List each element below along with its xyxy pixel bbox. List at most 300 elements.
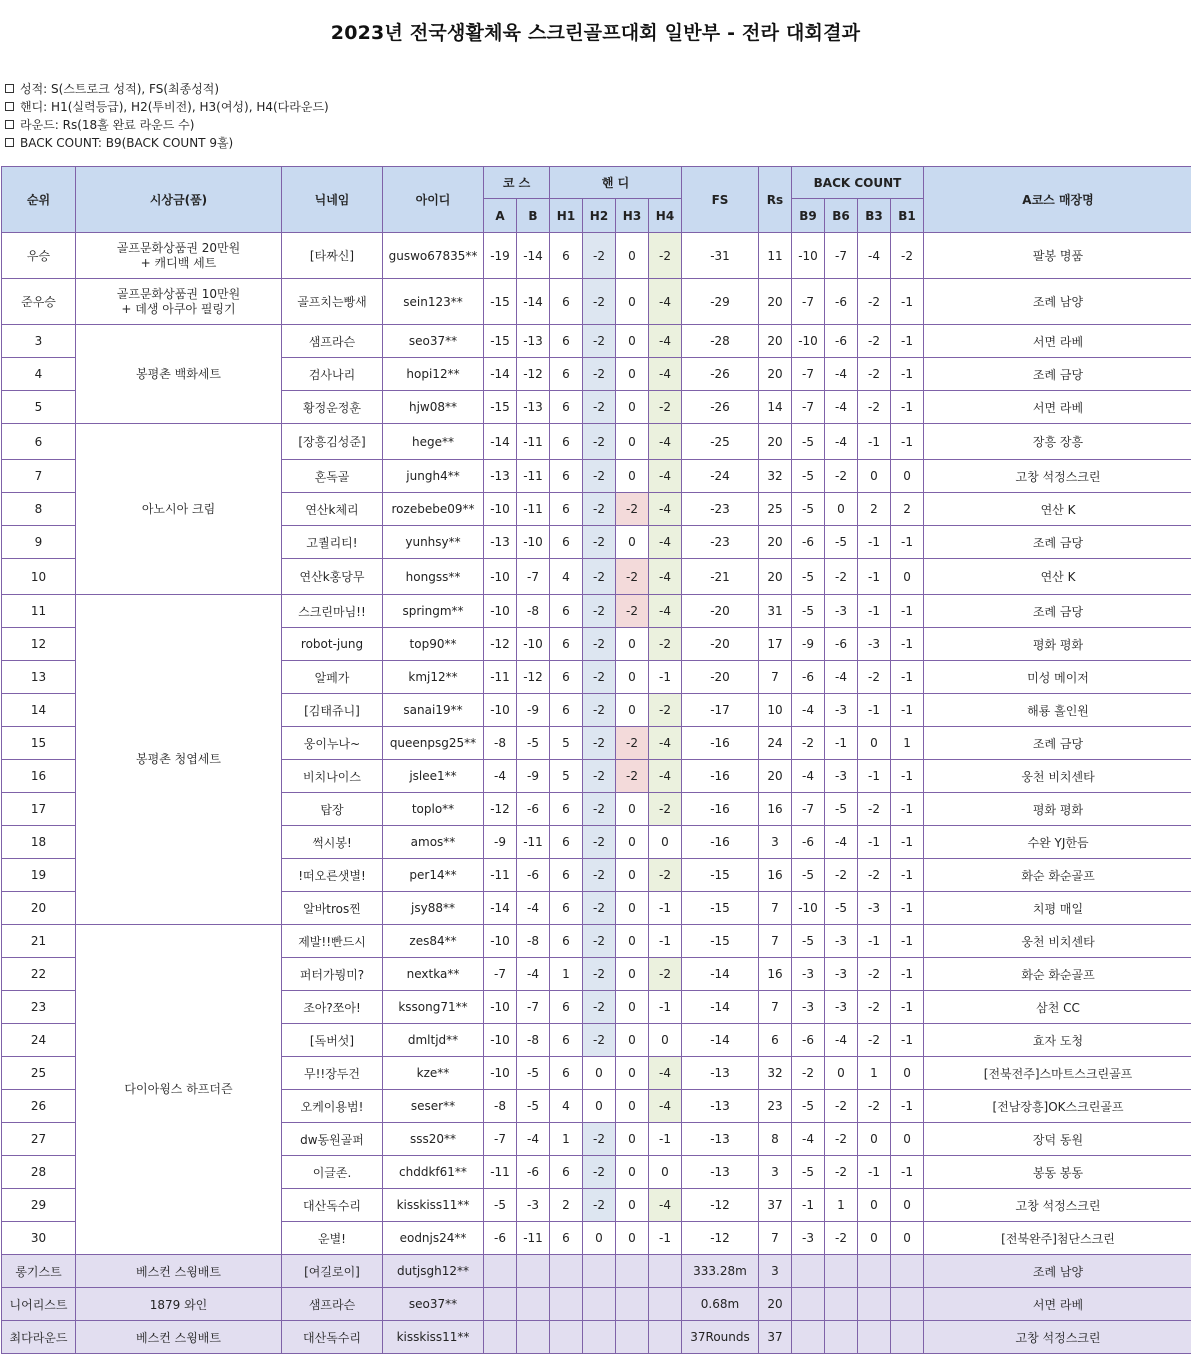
nickname-cell: 제발!!빤드시 xyxy=(282,925,383,958)
h4-cell: -4 xyxy=(649,1090,682,1123)
b3-cell: -3 xyxy=(858,628,891,661)
rank-cell: 17 xyxy=(2,793,76,826)
note-score: 성적: S(스트로크 성적), FS(최종성적) xyxy=(5,80,329,98)
h3-cell: 0 xyxy=(616,628,649,661)
id-cell: springm** xyxy=(383,595,484,628)
b9-cell: -5 xyxy=(792,1156,825,1189)
h2-cell: -2 xyxy=(583,1156,616,1189)
fs-cell: -23 xyxy=(682,493,759,526)
h3-cell: 0 xyxy=(616,325,649,358)
rank-cell: 16 xyxy=(2,760,76,793)
h1-cell: 6 xyxy=(550,859,583,892)
empty-cell xyxy=(649,1288,682,1321)
course-a-cell: -13 xyxy=(484,460,517,493)
prize-cell: 봉평촌 청엽세트 xyxy=(76,595,282,925)
h4-cell: -4 xyxy=(649,526,682,559)
nickname-cell: 이글존. xyxy=(282,1156,383,1189)
nickname-cell: 연산k체리 xyxy=(282,493,383,526)
header-rs: Rs xyxy=(759,167,792,233)
store-cell: 효자 도청 xyxy=(924,1024,1191,1057)
rank-cell: 9 xyxy=(2,526,76,559)
b6-cell: -5 xyxy=(825,526,858,559)
id-cell: seo37** xyxy=(383,1288,484,1321)
store-cell: 미성 메이저 xyxy=(924,661,1191,694)
b3-cell: -1 xyxy=(858,1156,891,1189)
course-b-cell: -7 xyxy=(517,991,550,1024)
rs-cell: 17 xyxy=(759,628,792,661)
b3-cell: -1 xyxy=(858,526,891,559)
course-b-cell: -11 xyxy=(517,424,550,460)
store-cell: 팔봉 명품 xyxy=(924,233,1191,279)
course-b-cell: -11 xyxy=(517,460,550,493)
store-cell: [전북완주]첨단스크린 xyxy=(924,1222,1191,1255)
b3-cell: -2 xyxy=(858,859,891,892)
store-cell: 수완 YJ한듬 xyxy=(924,826,1191,859)
b3-cell: -1 xyxy=(858,694,891,727)
course-a-cell: -11 xyxy=(484,661,517,694)
fs-cell: -21 xyxy=(682,559,759,595)
table-row xyxy=(2,925,1191,958)
h4-cell: -4 xyxy=(649,559,682,595)
rs-cell: 37 xyxy=(759,1189,792,1222)
store-cell: 조례 남양 xyxy=(924,1255,1191,1288)
store-cell: [전남장흥]OK스크린골프 xyxy=(924,1090,1191,1123)
course-a-cell: -6 xyxy=(484,1222,517,1255)
b1-cell: -1 xyxy=(891,391,924,424)
empty-cell xyxy=(858,1321,891,1354)
h3-cell: -2 xyxy=(616,727,649,760)
rank-cell: 29 xyxy=(2,1189,76,1222)
rank-cell: 20 xyxy=(2,892,76,925)
nickname-cell: 무!!장두건 xyxy=(282,1057,383,1090)
b6-cell: -6 xyxy=(825,628,858,661)
b6-cell: -5 xyxy=(825,793,858,826)
id-cell: per14** xyxy=(383,859,484,892)
h4-cell: -1 xyxy=(649,1222,682,1255)
rank-cell: 22 xyxy=(2,958,76,991)
b9-cell: -5 xyxy=(792,493,825,526)
id-cell: sanai19** xyxy=(383,694,484,727)
store-cell: 웅천 비치센타 xyxy=(924,925,1191,958)
h2-cell: -2 xyxy=(583,925,616,958)
b6-cell: -2 xyxy=(825,1123,858,1156)
b6-cell: -4 xyxy=(825,1024,858,1057)
checkbox-square-icon xyxy=(5,120,14,129)
fs-cell: -20 xyxy=(682,628,759,661)
table-body xyxy=(2,233,1191,1354)
h3-cell: 0 xyxy=(616,991,649,1024)
h1-cell: 6 xyxy=(550,1222,583,1255)
b1-cell: 0 xyxy=(891,1123,924,1156)
h2-cell: -2 xyxy=(583,559,616,595)
empty-cell xyxy=(517,1255,550,1288)
h4-cell: -4 xyxy=(649,358,682,391)
nickname-cell: 샘프라슨 xyxy=(282,1288,383,1321)
id-cell: eodnjs24** xyxy=(383,1222,484,1255)
b3-cell: 0 xyxy=(858,460,891,493)
h2-cell: -2 xyxy=(583,760,616,793)
course-b-cell: -3 xyxy=(517,1189,550,1222)
rs-cell: 20 xyxy=(759,279,792,325)
course-b-cell: -11 xyxy=(517,826,550,859)
rs-cell: 16 xyxy=(759,793,792,826)
b9-cell: -4 xyxy=(792,694,825,727)
fs-cell: -16 xyxy=(682,760,759,793)
empty-cell xyxy=(583,1288,616,1321)
id-cell: hopi12** xyxy=(383,358,484,391)
empty-cell xyxy=(550,1288,583,1321)
h2-cell: -2 xyxy=(583,358,616,391)
b3-cell: -1 xyxy=(858,559,891,595)
course-b-cell: -8 xyxy=(517,595,550,628)
h3-cell: 0 xyxy=(616,460,649,493)
empty-cell xyxy=(891,1255,924,1288)
rank-cell: 7 xyxy=(2,460,76,493)
h4-cell: -2 xyxy=(649,958,682,991)
b6-cell: -4 xyxy=(825,661,858,694)
store-cell: 화순 화순골프 xyxy=(924,859,1191,892)
empty-cell xyxy=(517,1288,550,1321)
h1-cell: 1 xyxy=(550,1123,583,1156)
empty-cell xyxy=(792,1288,825,1321)
rank-cell: 25 xyxy=(2,1057,76,1090)
b6-cell: -6 xyxy=(825,325,858,358)
h4-cell: -1 xyxy=(649,925,682,958)
id-cell: hongss** xyxy=(383,559,484,595)
b1-cell: -1 xyxy=(891,279,924,325)
nickname-cell: 비치나이스 xyxy=(282,760,383,793)
h1-cell: 6 xyxy=(550,358,583,391)
h1-cell: 6 xyxy=(550,493,583,526)
fs-cell: -20 xyxy=(682,661,759,694)
course-b-cell: -5 xyxy=(517,1090,550,1123)
course-b-cell: -10 xyxy=(517,628,550,661)
b1-cell: -1 xyxy=(891,1156,924,1189)
h3-cell: -2 xyxy=(616,595,649,628)
award-name-cell: 니어리스트 xyxy=(2,1288,76,1321)
id-cell: top90** xyxy=(383,628,484,661)
h2-cell: -2 xyxy=(583,1024,616,1057)
b6-cell: -3 xyxy=(825,760,858,793)
empty-cell xyxy=(583,1255,616,1288)
store-cell: 웅천 비치센타 xyxy=(924,760,1191,793)
header-h2: H2 xyxy=(583,199,616,233)
fs-cell: -13 xyxy=(682,1156,759,1189)
special-award-row xyxy=(2,1288,1191,1321)
h1-cell: 6 xyxy=(550,694,583,727)
b6-cell: -3 xyxy=(825,694,858,727)
b3-cell: 1 xyxy=(858,1057,891,1090)
b6-cell: -5 xyxy=(825,892,858,925)
rs-cell: 10 xyxy=(759,694,792,727)
header-course-a: A xyxy=(484,199,517,233)
rs-cell: 7 xyxy=(759,1222,792,1255)
b3-cell: -2 xyxy=(858,1090,891,1123)
course-a-cell: -14 xyxy=(484,358,517,391)
nickname-cell: 대산독수리 xyxy=(282,1321,383,1354)
course-a-cell: -14 xyxy=(484,424,517,460)
b6-cell: -6 xyxy=(825,279,858,325)
b3-cell: -2 xyxy=(858,325,891,358)
course-b-cell: -6 xyxy=(517,859,550,892)
h4-cell: -4 xyxy=(649,595,682,628)
header-b9: B9 xyxy=(792,199,825,233)
store-cell: 장흥 장흥 xyxy=(924,424,1191,460)
course-b-cell: -14 xyxy=(517,233,550,279)
fs-cell: -16 xyxy=(682,826,759,859)
rs-cell: 31 xyxy=(759,595,792,628)
h4-cell: -4 xyxy=(649,1057,682,1090)
empty-cell xyxy=(616,1321,649,1354)
id-cell: jungh4** xyxy=(383,460,484,493)
rs-cell: 20 xyxy=(759,559,792,595)
course-a-cell: -10 xyxy=(484,559,517,595)
b6-cell: -2 xyxy=(825,559,858,595)
nickname-cell: 운별! xyxy=(282,1222,383,1255)
award-name-cell: 롱기스트 xyxy=(2,1255,76,1288)
b3-cell: -2 xyxy=(858,958,891,991)
nickname-cell: 알페가 xyxy=(282,661,383,694)
prize-cell: 골프문화상품권 10만원 + 데생 아쿠아 필링기 xyxy=(76,279,282,325)
empty-cell xyxy=(891,1288,924,1321)
b9-cell: -5 xyxy=(792,859,825,892)
store-cell: 조례 남양 xyxy=(924,279,1191,325)
h4-cell: 0 xyxy=(649,1156,682,1189)
rank-cell: 30 xyxy=(2,1222,76,1255)
course-b-cell: -13 xyxy=(517,325,550,358)
fs-cell: -24 xyxy=(682,460,759,493)
b3-cell: 2 xyxy=(858,493,891,526)
nickname-cell: !떠오른샛별! xyxy=(282,859,383,892)
record-cell: 0.68m xyxy=(682,1288,759,1321)
h2-cell: -2 xyxy=(583,391,616,424)
course-b-cell: -6 xyxy=(517,1156,550,1189)
fs-cell: -28 xyxy=(682,325,759,358)
rank-cell: 15 xyxy=(2,727,76,760)
nickname-cell: 대산독수리 xyxy=(282,1189,383,1222)
rs-cell: 7 xyxy=(759,661,792,694)
id-cell: sss20** xyxy=(383,1123,484,1156)
id-cell: rozebebe09** xyxy=(383,493,484,526)
special-award-row xyxy=(2,1255,1191,1288)
b1-cell: 0 xyxy=(891,559,924,595)
h2-cell: 0 xyxy=(583,1057,616,1090)
b9-cell: -10 xyxy=(792,233,825,279)
table-header xyxy=(2,167,1191,233)
h2-cell: -2 xyxy=(583,493,616,526)
h4-cell: -4 xyxy=(649,493,682,526)
course-a-cell: -12 xyxy=(484,793,517,826)
b9-cell: -2 xyxy=(792,727,825,760)
prize-cell: 1879 와인 xyxy=(76,1288,282,1321)
rs-cell: 20 xyxy=(759,526,792,559)
b9-cell: -3 xyxy=(792,991,825,1024)
h1-cell: 6 xyxy=(550,991,583,1024)
h2-cell: -2 xyxy=(583,1189,616,1222)
nickname-cell: 샘프라슨 xyxy=(282,325,383,358)
h1-cell: 6 xyxy=(550,595,583,628)
note-round: 라운드: Rs(18홀 완료 라운드 수) xyxy=(5,116,329,134)
h4-cell: -2 xyxy=(649,391,682,424)
course-b-cell: -11 xyxy=(517,493,550,526)
h2-cell: -2 xyxy=(583,793,616,826)
id-cell: yunhsy** xyxy=(383,526,484,559)
store-cell: 평화 평화 xyxy=(924,628,1191,661)
rank-cell: 28 xyxy=(2,1156,76,1189)
prize-cell: 아노시아 크림 xyxy=(76,424,282,595)
b6-cell: -4 xyxy=(825,826,858,859)
h2-cell: -2 xyxy=(583,424,616,460)
b6-cell: -3 xyxy=(825,925,858,958)
nickname-cell: 검사나리 xyxy=(282,358,383,391)
nickname-cell: 퍼터가뭥미? xyxy=(282,958,383,991)
fs-cell: -13 xyxy=(682,1057,759,1090)
rs-cell: 20 xyxy=(759,1288,792,1321)
h4-cell: -1 xyxy=(649,892,682,925)
store-cell: 장덕 동원 xyxy=(924,1123,1191,1156)
h1-cell: 6 xyxy=(550,826,583,859)
b1-cell: -1 xyxy=(891,1024,924,1057)
course-a-cell: -10 xyxy=(484,925,517,958)
empty-cell xyxy=(484,1288,517,1321)
rs-cell: 24 xyxy=(759,727,792,760)
empty-cell xyxy=(649,1321,682,1354)
header-b1: B1 xyxy=(891,199,924,233)
nickname-cell: 골프치는빵새 xyxy=(282,279,383,325)
course-a-cell: -12 xyxy=(484,628,517,661)
rs-cell: 8 xyxy=(759,1123,792,1156)
b6-cell: -4 xyxy=(825,391,858,424)
h2-cell: -2 xyxy=(583,859,616,892)
nickname-cell: 혼독골 xyxy=(282,460,383,493)
id-cell: guswo67835** xyxy=(383,233,484,279)
h3-cell: 0 xyxy=(616,233,649,279)
b9-cell: -3 xyxy=(792,1222,825,1255)
course-b-cell: -9 xyxy=(517,694,550,727)
rank-cell: 우승 xyxy=(2,233,76,279)
b1-cell: 2 xyxy=(891,493,924,526)
nickname-cell: [장흥김성준] xyxy=(282,424,383,460)
b9-cell: -5 xyxy=(792,424,825,460)
store-cell: [전북전주]스마트스크린골프 xyxy=(924,1057,1191,1090)
h2-cell: -2 xyxy=(583,826,616,859)
b9-cell: -7 xyxy=(792,358,825,391)
h3-cell: 0 xyxy=(616,279,649,325)
id-cell: queenpsg25** xyxy=(383,727,484,760)
b1-cell: -1 xyxy=(891,424,924,460)
h3-cell: 0 xyxy=(616,859,649,892)
h2-cell: -2 xyxy=(583,233,616,279)
h2-cell: 0 xyxy=(583,1090,616,1123)
b9-cell: -7 xyxy=(792,279,825,325)
course-b-cell: -11 xyxy=(517,1222,550,1255)
course-a-cell: -10 xyxy=(484,1024,517,1057)
nickname-cell: 연산k홍당무 xyxy=(282,559,383,595)
id-cell: nextka** xyxy=(383,958,484,991)
store-cell: 연산 K xyxy=(924,559,1191,595)
course-a-cell: -5 xyxy=(484,1189,517,1222)
fs-cell: -20 xyxy=(682,595,759,628)
b3-cell: -2 xyxy=(858,793,891,826)
h4-cell: -4 xyxy=(649,1189,682,1222)
h2-cell: -2 xyxy=(583,991,616,1024)
empty-cell xyxy=(858,1255,891,1288)
course-b-cell: -9 xyxy=(517,760,550,793)
fs-cell: -16 xyxy=(682,793,759,826)
fs-cell: -25 xyxy=(682,424,759,460)
note-handicap: 핸디: H1(실력등급), H2(투비전), H3(여성), H4(다라운드) xyxy=(5,98,329,116)
b1-cell: 0 xyxy=(891,1222,924,1255)
nickname-cell: 알바tros찐 xyxy=(282,892,383,925)
b3-cell: 0 xyxy=(858,727,891,760)
b6-cell: -2 xyxy=(825,460,858,493)
page-title: 2023년 전국생활체육 스크린골프대회 일반부 - 전라 대회결과 xyxy=(330,22,861,44)
b3-cell: 0 xyxy=(858,1222,891,1255)
course-b-cell: -12 xyxy=(517,661,550,694)
nickname-cell: 고퀄리티! xyxy=(282,526,383,559)
h4-cell: -4 xyxy=(649,279,682,325)
prize-cell: 봉평촌 백화세트 xyxy=(76,325,282,424)
empty-cell xyxy=(649,1255,682,1288)
h2-cell: -2 xyxy=(583,325,616,358)
h2-cell: -2 xyxy=(583,279,616,325)
h4-cell: -2 xyxy=(649,233,682,279)
nickname-cell: 웅이누나~ xyxy=(282,727,383,760)
table-row xyxy=(2,424,1191,460)
course-a-cell: -4 xyxy=(484,760,517,793)
h1-cell: 6 xyxy=(550,391,583,424)
rank-cell: 14 xyxy=(2,694,76,727)
rank-cell: 19 xyxy=(2,859,76,892)
h3-cell: 0 xyxy=(616,1123,649,1156)
header-course: 코 스 xyxy=(484,167,550,199)
h3-cell: 0 xyxy=(616,925,649,958)
store-cell: 연산 K xyxy=(924,493,1191,526)
rs-cell: 20 xyxy=(759,358,792,391)
rank-cell: 26 xyxy=(2,1090,76,1123)
h3-cell: 0 xyxy=(616,1024,649,1057)
b1-cell: -1 xyxy=(891,325,924,358)
empty-cell xyxy=(583,1321,616,1354)
nickname-cell: 스크린마님!! xyxy=(282,595,383,628)
header-prize: 시상금(품) xyxy=(76,167,282,233)
id-cell: zes84** xyxy=(383,925,484,958)
rs-cell: 7 xyxy=(759,925,792,958)
nickname-cell: 황정운정훈 xyxy=(282,391,383,424)
header-backcount: BACK COUNT xyxy=(792,167,924,199)
b6-cell: -2 xyxy=(825,1156,858,1189)
id-cell: sein123** xyxy=(383,279,484,325)
id-cell: seser** xyxy=(383,1090,484,1123)
h3-cell: 0 xyxy=(616,391,649,424)
course-a-cell: -15 xyxy=(484,391,517,424)
h1-cell: 6 xyxy=(550,460,583,493)
results-table xyxy=(1,166,1191,1354)
rank-cell: 준우승 xyxy=(2,279,76,325)
b6-cell: 1 xyxy=(825,1189,858,1222)
h1-cell: 6 xyxy=(550,892,583,925)
course-b-cell: -13 xyxy=(517,391,550,424)
fs-cell: -12 xyxy=(682,1189,759,1222)
h4-cell: -4 xyxy=(649,460,682,493)
empty-cell xyxy=(825,1288,858,1321)
rank-cell: 24 xyxy=(2,1024,76,1057)
h4-cell: -1 xyxy=(649,1123,682,1156)
legend-notes xyxy=(5,80,329,152)
b9-cell: -5 xyxy=(792,559,825,595)
id-cell: dutjsgh12** xyxy=(383,1255,484,1288)
id-cell: dmltjd** xyxy=(383,1024,484,1057)
